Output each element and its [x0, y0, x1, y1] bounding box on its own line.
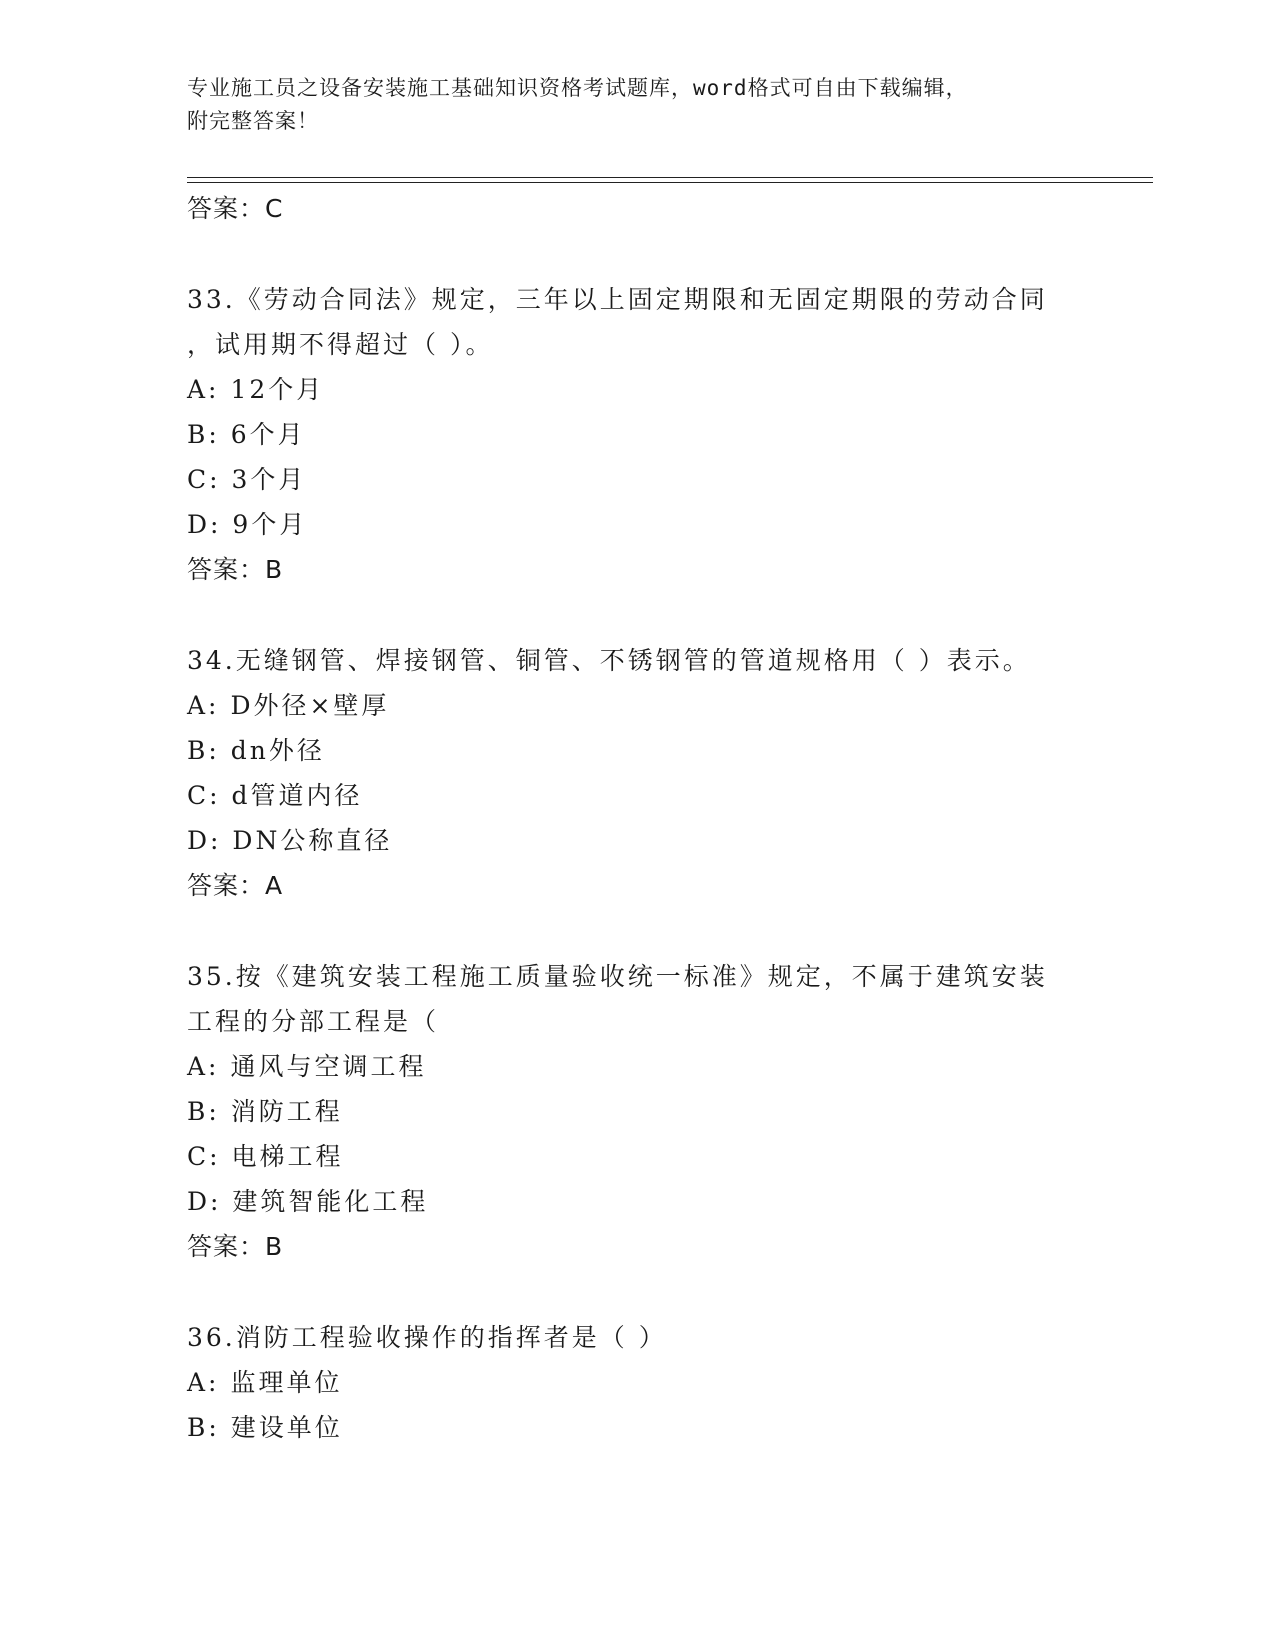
option-d — [187, 502, 1107, 547]
question-text: 工程的分部工程是（ — [187, 1007, 440, 1036]
option-key: C: — [187, 1142, 221, 1171]
header-line-2: 附完整答案！ — [187, 109, 319, 133]
option-b — [187, 412, 1107, 457]
option-a — [187, 367, 1107, 412]
option-b — [187, 1405, 1107, 1450]
question-text: ，试用期不得超过（ ）。 — [187, 330, 494, 359]
option-key: D: — [187, 510, 222, 539]
option-text: 消防工程 — [230, 1097, 343, 1126]
option-text: 建筑智能化工程 — [232, 1187, 429, 1216]
header-line-1: 专业施工员之设备安装施工基础知识资格考试题库，word格式可自由下载编辑， — [187, 76, 968, 100]
option-c — [187, 457, 1107, 502]
option-key: B: — [187, 420, 220, 449]
question-item — [187, 638, 1107, 908]
question-text: 35.按《建筑安装工程施工质量验收统一标准》规定，不属于建筑安装 — [187, 962, 1048, 991]
answer-line — [187, 186, 1107, 231]
option-key: D: — [187, 826, 222, 855]
question-text: 34.无缝钢管、焊接钢管、铜管、不锈钢管的管道规格用（ ）表示。 — [187, 646, 1031, 675]
option-a — [187, 1360, 1107, 1405]
question-text: 33.《劳动合同法》规定，三年以上固定期限和无固定期限的劳动合同 — [187, 285, 1048, 314]
answer-label: 答案： — [187, 194, 266, 223]
answer-value: A — [265, 871, 284, 900]
option-text: 电梯工程 — [231, 1142, 344, 1171]
answer-label: 答案： — [187, 1232, 266, 1261]
question-list — [187, 186, 1107, 1450]
option-text: 6个月 — [230, 420, 306, 449]
header-double-rule — [187, 177, 1153, 183]
document-header — [187, 72, 1067, 138]
option-b — [187, 728, 1107, 773]
option-key: D: — [187, 1187, 222, 1216]
option-text: DN公称直径 — [232, 826, 393, 855]
option-a — [187, 1044, 1107, 1089]
option-key: B: — [187, 1413, 220, 1442]
option-key: A: — [187, 1052, 220, 1081]
answer-line — [187, 1224, 1107, 1269]
answer-line — [187, 547, 1107, 592]
option-key: A: — [187, 375, 220, 404]
option-text: 通风与空调工程 — [230, 1052, 427, 1081]
option-c — [187, 1134, 1107, 1179]
option-key: C: — [187, 465, 221, 494]
option-key: B: — [187, 736, 220, 765]
option-key: A: — [187, 691, 220, 720]
answer-line — [187, 863, 1107, 908]
option-key: B: — [187, 1097, 220, 1126]
option-text: 9个月 — [232, 510, 308, 539]
option-b — [187, 1089, 1107, 1134]
option-key: C: — [187, 781, 221, 810]
answer-value: B — [265, 555, 284, 584]
answer-label: 答案： — [187, 555, 266, 584]
option-c — [187, 773, 1107, 818]
option-text: d管道内径 — [231, 781, 363, 810]
option-text: dn外径 — [230, 736, 325, 765]
option-key: A: — [187, 1368, 220, 1397]
option-text: 12个月 — [230, 375, 325, 404]
option-text: 建设单位 — [230, 1413, 343, 1442]
answer-label: 答案： — [187, 871, 266, 900]
option-d — [187, 818, 1107, 863]
question-item — [187, 1315, 1107, 1450]
answer-value: C — [265, 194, 284, 223]
question-text: 36.消防工程验收操作的指挥者是（ ） — [187, 1323, 667, 1352]
answer-value: B — [265, 1232, 284, 1261]
question-item — [187, 954, 1107, 1269]
question-item — [187, 277, 1107, 592]
option-a — [187, 683, 1107, 728]
option-text: D外径×壁厚 — [230, 691, 390, 720]
option-text: 3个月 — [231, 465, 307, 494]
option-d — [187, 1179, 1107, 1224]
option-text: 监理单位 — [230, 1368, 343, 1397]
